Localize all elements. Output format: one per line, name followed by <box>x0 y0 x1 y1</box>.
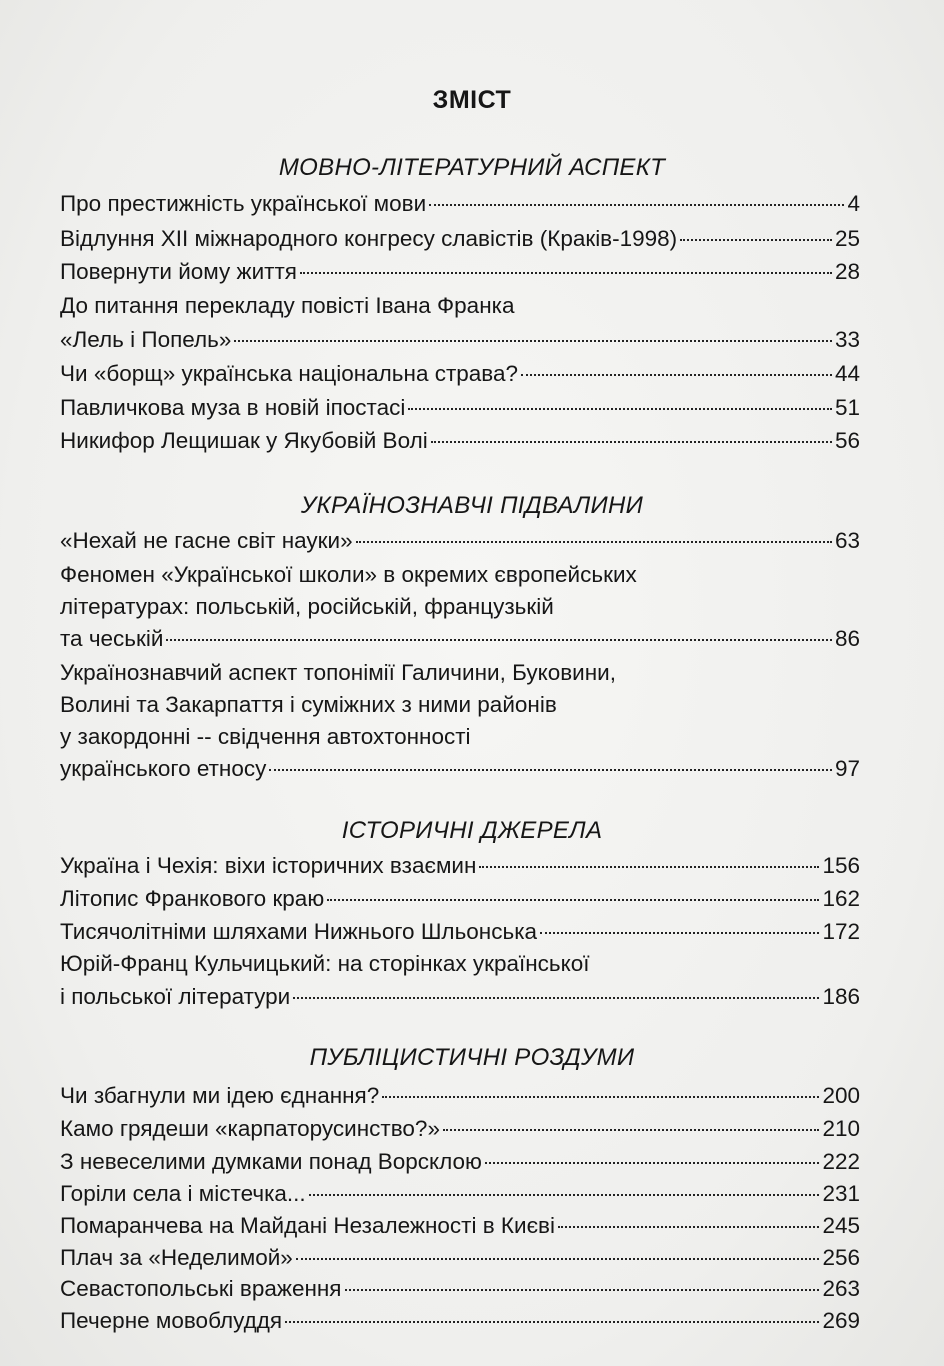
entry-page: 256 <box>822 1245 860 1270</box>
entry-page: 4 <box>847 191 860 216</box>
page-title: ЗМІСТ <box>432 86 512 114</box>
toc-entry[interactable] <box>60 1146 860 1180</box>
entry-title: Печерне мовоблуддя <box>60 1308 283 1333</box>
entry-page: 51 <box>834 395 860 420</box>
toc-entry[interactable] <box>60 753 860 787</box>
entry-title: Літопис Франкового краю <box>60 886 325 911</box>
leader-dots <box>293 997 819 999</box>
entry-title: Україна і Чехія: віхи історичних взаємин <box>60 853 477 878</box>
entry-page: 97 <box>834 756 860 781</box>
entry-title: Відлуння XII міжнародного конгресу славістів (Краків-1998) <box>60 226 678 251</box>
leader-dots <box>296 1258 820 1260</box>
leader-dots <box>327 899 819 901</box>
leader-dots <box>408 408 832 410</box>
entry-page: 186 <box>822 984 860 1009</box>
entry-title: Никифор Лещишак у Якубовій Волі <box>60 428 428 453</box>
entry-title: Плач за «Неделимой» <box>60 1245 293 1270</box>
leader-dots <box>309 1194 820 1196</box>
toc-entry[interactable] <box>60 256 860 290</box>
leader-dots <box>382 1096 819 1098</box>
entry-page: 28 <box>834 259 860 284</box>
leader-dots <box>300 272 832 274</box>
leader-dots <box>479 866 819 868</box>
toc-entry[interactable] <box>60 358 860 392</box>
entry-title-line: Феномен «Української школи» в окремих європейських <box>60 562 637 587</box>
entry-title: Горіли села і містечка... <box>60 1181 306 1206</box>
entry-title: і польської літератури <box>60 984 291 1009</box>
leader-dots <box>345 1289 820 1291</box>
leader-dots <box>269 769 832 771</box>
entry-title: Помаранчева на Майдані Незалежності в Києві <box>60 1213 555 1238</box>
entry-title: З невеселими думками понад Ворсклою <box>60 1149 482 1174</box>
entry-title: українського етносу <box>60 756 267 781</box>
entry-page: 44 <box>834 361 860 386</box>
leader-dots <box>485 1162 820 1164</box>
entry-page: 162 <box>822 886 860 911</box>
toc-entry[interactable] <box>60 623 860 657</box>
section-heading-publicistic: ПУБЛІЦИСТИЧНІ РОЗДУМИ <box>309 1044 635 1071</box>
entry-page: 156 <box>822 853 860 878</box>
leader-dots <box>166 639 832 641</box>
toc-entry[interactable] <box>60 981 860 1015</box>
toc-entry[interactable] <box>60 1305 860 1339</box>
leader-dots <box>431 441 832 443</box>
entry-title: та чеській <box>60 626 164 651</box>
section-heading-historical-sources: ІСТОРИЧНІ ДЖЕРЕЛА <box>341 817 603 844</box>
section-heading-language-literary: МОВНО-ЛІТЕРАТУРНИЙ АСПЕКТ <box>278 154 666 181</box>
toc-entry[interactable] <box>60 1242 860 1276</box>
entry-page: 210 <box>822 1116 860 1141</box>
leader-dots <box>540 932 819 934</box>
entry-title-line: Волині та Закарпаття і суміжних з ними районів <box>60 692 557 717</box>
entry-title-line: До питання перекладу повісті Івана Франка <box>60 293 515 318</box>
entry-title: Павличкова муза в новій іпостасі <box>60 395 406 420</box>
toc-entry[interactable] <box>60 1273 860 1307</box>
entry-title: Чи «борщ» українська національна страва? <box>60 361 519 386</box>
entry-page: 25 <box>834 226 860 251</box>
leader-dots <box>680 239 832 241</box>
toc-entry[interactable] <box>60 324 860 358</box>
entry-title: Повернути йому життя <box>60 259 297 284</box>
toc-entry[interactable] <box>60 525 860 559</box>
toc-entry[interactable] <box>60 425 860 459</box>
entry-title: Про престижність української мови <box>60 191 427 216</box>
entry-page: 86 <box>834 626 860 651</box>
entry-title-line: Юрій-Франц Кульчицький: на сторінках української <box>60 951 590 976</box>
entry-page: 33 <box>834 327 860 352</box>
toc-entry[interactable] <box>60 1178 860 1212</box>
entry-page: 172 <box>822 919 860 944</box>
entry-page: 222 <box>822 1149 860 1174</box>
toc-entry[interactable] <box>60 1113 860 1147</box>
entry-page: 263 <box>822 1276 860 1301</box>
entry-title-line: у закордонні -- свідчення автохтонності <box>60 724 471 749</box>
entry-page: 200 <box>822 1083 860 1108</box>
leader-dots <box>285 1321 819 1323</box>
toc-entry[interactable] <box>60 188 860 222</box>
toc-entry[interactable] <box>60 392 860 426</box>
toc-entry[interactable] <box>60 1080 860 1114</box>
entry-title: Камо грядеши «карпаторусинство?» <box>60 1116 440 1141</box>
leader-dots <box>443 1129 819 1131</box>
entry-title-line: літературах: польській, російській, французькій <box>60 594 554 619</box>
entry-title: Тисячолітніми шляхами Нижнього Шльонська <box>60 919 538 944</box>
toc-entry[interactable] <box>60 1210 860 1244</box>
toc-entry[interactable] <box>60 223 860 257</box>
entry-title: Севастопольські враження <box>60 1276 342 1301</box>
leader-dots <box>558 1226 819 1228</box>
entry-title: «Нехай не гасне світ науки» <box>60 528 353 553</box>
entry-title: Чи збагнули ми ідею єднання? <box>60 1083 380 1108</box>
entry-page: 269 <box>822 1308 860 1333</box>
toc-entry[interactable] <box>60 850 860 884</box>
leader-dots <box>234 340 832 342</box>
entry-page: 245 <box>822 1213 860 1238</box>
leader-dots <box>521 374 832 376</box>
entry-page: 56 <box>834 428 860 453</box>
leader-dots <box>429 204 844 206</box>
entry-page: 231 <box>822 1181 860 1206</box>
entry-title: «Лель і Попель» <box>60 327 232 352</box>
toc-entry[interactable] <box>60 916 860 950</box>
toc-entry[interactable] <box>60 883 860 917</box>
section-heading-ukrainian-studies: УКРАЇНОЗНАВЧІ ПІДВАЛИНИ <box>300 492 644 519</box>
entry-page: 63 <box>834 528 860 553</box>
leader-dots <box>356 541 832 543</box>
entry-title-line: Українознавчий аспект топонімії Галичини, Буковини, <box>60 660 616 685</box>
